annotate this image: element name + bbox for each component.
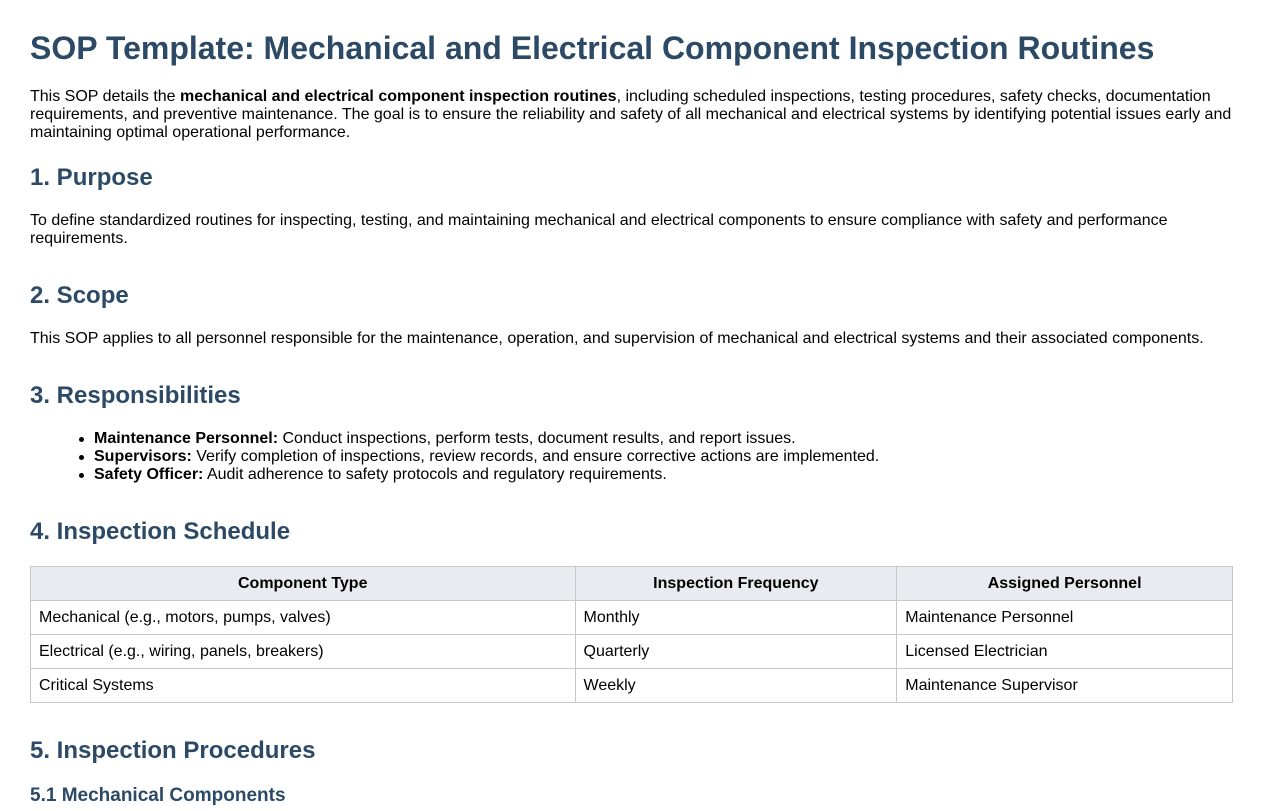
scope-heading: 2. Scope <box>30 282 129 309</box>
procedures-heading: 5. Inspection Procedures <box>30 737 316 764</box>
role-text: Conduct inspections, perform tests, document results, and report issues. <box>278 430 796 447</box>
table-cell: Licensed Electrician <box>897 635 1233 669</box>
column-header: Inspection Frequency <box>575 567 897 601</box>
intro-paragraph <box>30 88 1233 142</box>
schedule-heading: 4. Inspection Schedule <box>30 518 291 545</box>
table-row <box>31 601 1233 635</box>
table-row <box>31 635 1233 669</box>
purpose-heading: 1. Purpose <box>30 164 153 191</box>
table-cell: Electrical (e.g., wiring, panels, breakers) <box>31 635 576 669</box>
table-cell: Weekly <box>575 669 897 703</box>
inspection-schedule-table <box>30 566 1233 703</box>
mechanical-subheading: 5.1 Mechanical Components <box>30 785 286 806</box>
purpose-text: To define standardized routines for inspecting, testing, and maintaining mechanical and electrical components to ensure compliance with safety and performance requirements. <box>30 212 1168 247</box>
column-header: Component Type <box>31 567 576 601</box>
list-item <box>94 448 1233 466</box>
table-cell: Mechanical (e.g., motors, pumps, valves) <box>31 601 576 635</box>
table-row <box>31 669 1233 703</box>
table-cell: Quarterly <box>575 635 897 669</box>
list-item <box>94 466 1233 484</box>
table-header-row <box>31 567 1233 601</box>
table-cell: Maintenance Supervisor <box>897 669 1233 703</box>
responsibilities-list <box>30 430 1233 484</box>
list-item <box>94 430 1233 448</box>
table-cell: Monthly <box>575 601 897 635</box>
role-text: Audit adherence to safety protocols and regulatory requirements. <box>203 466 667 483</box>
role-label: Safety Officer: <box>94 466 204 483</box>
page-title: SOP Template: Mechanical and Electrical Component Inspection Routines <box>30 30 1155 66</box>
column-header: Assigned Personnel <box>897 567 1233 601</box>
scope-text: This SOP applies to all personnel responsible for the maintenance, operation, and supervision of mechanical and electrical systems and their associated components. <box>30 330 1204 347</box>
role-label: Maintenance Personnel: <box>94 430 279 447</box>
intro-lead: This SOP details the <box>30 88 180 105</box>
role-label: Supervisors: <box>94 448 192 465</box>
table-cell: Critical Systems <box>31 669 576 703</box>
intro-rest: , including scheduled inspections, testing procedures, safety checks, documentation requirements, and preventive maintenance. The goal is to ensure the reliability and safety of all mechanical and electrical systems by identifying potential issues early and maintaining optimal operational performance. <box>30 88 1232 141</box>
responsibilities-heading: 3. Responsibilities <box>30 382 241 409</box>
role-text: Verify completion of inspections, review records, and ensure corrective actions are implemented. <box>191 448 880 465</box>
table-cell: Maintenance Personnel <box>897 601 1233 635</box>
intro-bold: mechanical and electrical component inspection routines <box>180 88 617 105</box>
